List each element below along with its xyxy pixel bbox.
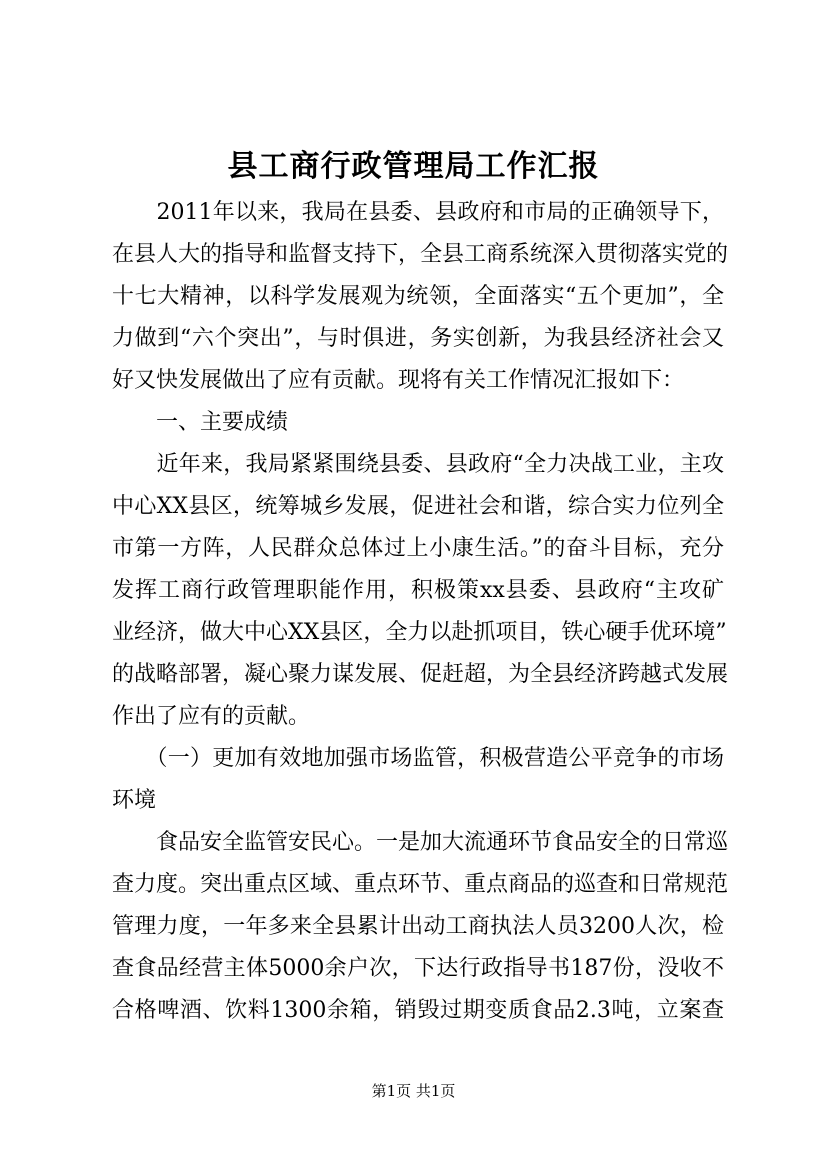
- body-line-8: 中心XX县区，统筹城乡发展，促进社会和谐，综合实力位列全: [112, 494, 724, 519]
- body-line-10: 发挥工商行政管理职能作用，积极策xx县委、县政府“主攻矿: [112, 578, 724, 603]
- subsection-heading-line-2: 环境: [112, 788, 157, 813]
- body-line-13: 作出了应有的贡献。: [112, 704, 311, 729]
- body-line-1: 2011年以来，我局在县委、县政府和市局的正确领导下，: [112, 200, 724, 225]
- body-line-19: 查食品经营主体5000余户次，下达行政指导书187份，没收不: [112, 956, 724, 981]
- body-line-4: 力做到“六个突出”，与时俱进，务实创新，为我县经济社会又: [112, 326, 724, 351]
- subsection-heading-line-1: （一）更加有效地加强市场监管，积极营造公平竞争的市场: [112, 746, 724, 771]
- body-line-2: 在县人大的指导和监督支持下，全县工商系统深入贯彻落实党的: [112, 242, 729, 267]
- body-line-3: 十七大精神，以科学发展观为统领，全面落实“五个更加”，全: [112, 284, 724, 309]
- body-line-18: 管理力度，一年多来全县累计出动工商执法人员3200人次，检: [112, 914, 724, 939]
- page-number-footer: 第1页 共1页: [371, 1082, 456, 1100]
- body-line-20: 合格啤酒、饮料1300余箱，销毁过期变质食品2.3吨，立案查: [112, 998, 724, 1023]
- document-title: 县工商行政管理局工作汇报: [227, 149, 600, 184]
- body-line-12: 的战略部署，凝心聚力谋发展、促赶超，为全县经济跨越式发展: [112, 662, 729, 687]
- body-line-7: 近年来，我局紧紧围绕县委、县政府“全力决战工业，主攻: [112, 452, 724, 477]
- body-line-11: 业经济，做大中心XX县区，全力以赴抓项目，铁心硬手优环境”: [112, 620, 727, 645]
- section-heading-1: 一、主要成绩: [112, 410, 289, 435]
- body-line-17: 查力度。突出重点区域、重点环节、重点商品的巡查和日常规范: [112, 872, 729, 897]
- body-line-16: 食品安全监管安民心。一是加大流通环节食品安全的日常巡: [112, 830, 729, 855]
- body-line-9: 市第一方阵，人民群众总体过上小康生活。”的奋斗目标，充分: [112, 536, 724, 561]
- body-line-5: 好又快发展做出了应有贡献。现将有关工作情况汇报如下：: [112, 368, 685, 393]
